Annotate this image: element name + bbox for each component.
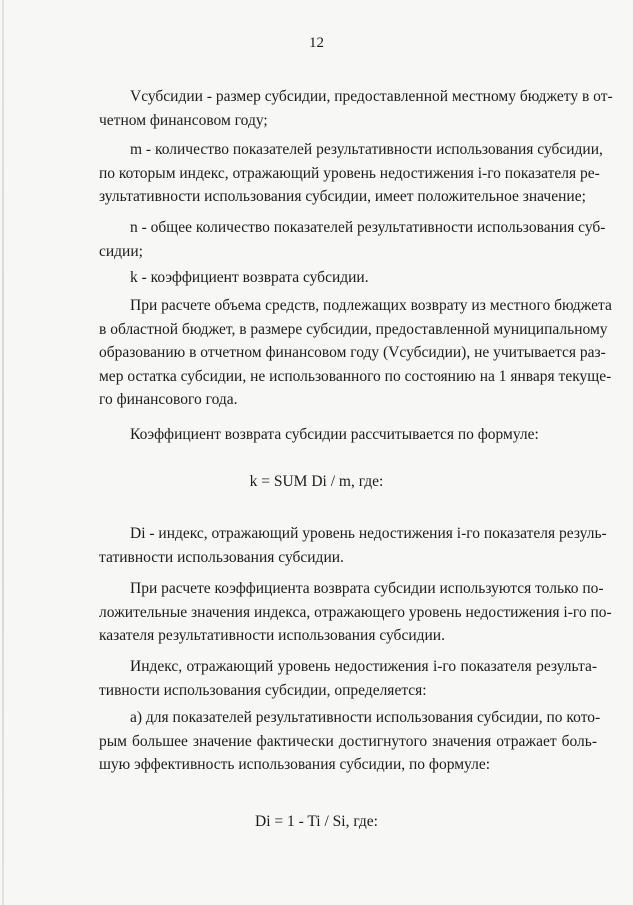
paragraph	[99, 216, 606, 263]
text-line: тативности использования субсидии.	[99, 548, 344, 566]
text-line: m - количество показателей результативности использования субсидии,	[130, 141, 603, 158]
paragraph	[99, 266, 597, 290]
paragraph	[99, 522, 607, 569]
paragraph	[99, 138, 603, 209]
text-line: При расчете коэффициента возврата субсидии используются только по-	[130, 580, 604, 597]
text-line: в областной бюджет, в размере субсидии, предоставленной муниципальному	[99, 320, 608, 338]
text-line: сидии;	[99, 242, 143, 260]
text-line: тивности использования субсидии, определяется:	[99, 681, 427, 699]
text-line: го финансового года.	[99, 391, 238, 409]
formula: k = SUM Di / m, где:	[249, 473, 384, 490]
paragraph	[99, 706, 601, 777]
text-line: рым большее значение фактически достигнутого значения отражает боль-	[99, 732, 597, 750]
paragraph	[99, 577, 612, 648]
text-line: образованию в отчетном финансовом году (Vсубсидии), не учитывается раз-	[99, 344, 606, 362]
paragraph	[99, 423, 597, 447]
text-line: Индекс, отражающий уровень недостижения i-го показателя результа-	[130, 658, 597, 675]
text-line: казателя результативности использования субсидии.	[99, 627, 445, 645]
text-line: по которым индекс, отражающий уровень недостижения i-го показателя ре-	[99, 164, 600, 182]
text-line: ложительные значения индекса, отражающего уровень недостижения i-го по-	[99, 603, 612, 621]
text-line: n - общее количество показателей результативности использования суб-	[130, 219, 606, 236]
scan-edge	[2, 0, 4, 905]
text-line: Di - индекс, отражающий уровень недостижения i-го показателя резуль-	[130, 525, 607, 542]
paragraph	[99, 85, 613, 132]
text-line: шую эффективность использования субсидии, по формуле:	[99, 756, 491, 774]
paragraph	[99, 294, 612, 412]
text-line: Vсубсидии - размер субсидии, предоставленной местному бюджету в от-	[130, 88, 613, 105]
text-line: а) для показателей результативности использования субсидии, по кото-	[130, 709, 601, 726]
text-line: мер остатка субсидии, не использованного по состоянию на 1 января текуще-	[99, 367, 612, 385]
text-line: зультативности использования субсидии, имеет положительное значение;	[99, 188, 586, 206]
formula: Di = 1 - Ti / Si, где:	[255, 813, 378, 830]
paragraph	[99, 655, 597, 702]
text-line: Коэффициент возврата субсидии рассчитывается по формуле:	[130, 426, 539, 443]
text-line: k - коэффициент возврата субсидии.	[130, 269, 369, 286]
text-line: При расчете объема средств, подлежащих возврату из местного бюджета	[130, 297, 612, 314]
page-number: 12	[309, 35, 324, 51]
text-line: четном финансовом году;	[99, 111, 268, 129]
